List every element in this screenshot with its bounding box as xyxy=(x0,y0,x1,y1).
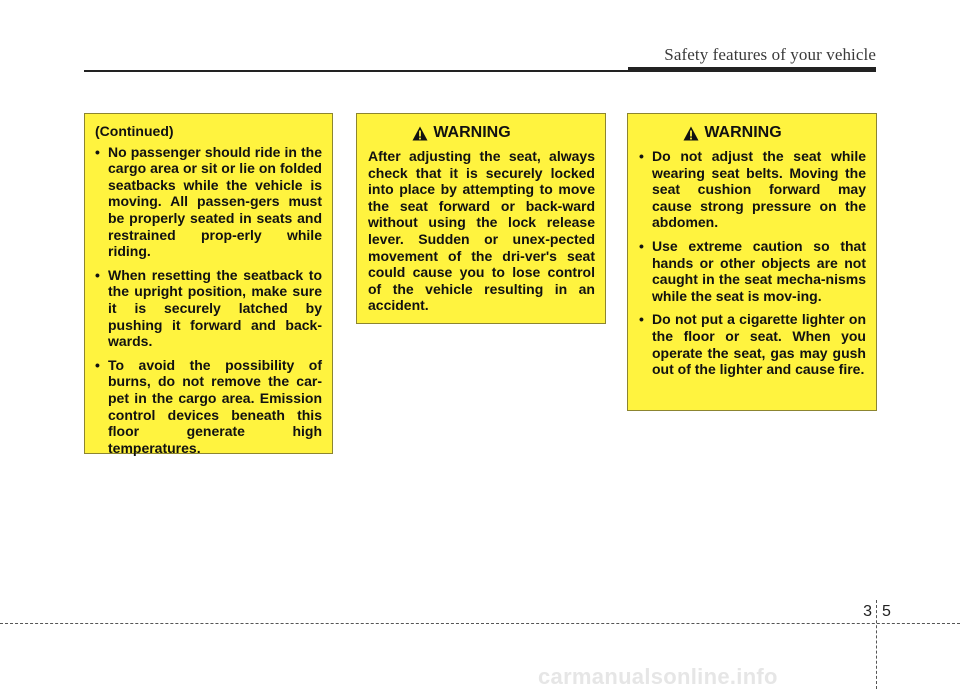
list-item: • Do not adjust the seat while wearing seat belts. Moving the seat cushion forward may cause strong pressure on the abdomen. xyxy=(639,148,866,231)
warning-triangle-icon xyxy=(412,126,428,141)
list-item: • Use extreme caution so that hands or other objects are not caught in the seat mecha-nisms while the seat is mov-ing. xyxy=(639,238,866,304)
warning-list xyxy=(639,148,866,378)
footer-rule xyxy=(0,623,960,624)
chapter-number: 3 xyxy=(863,603,872,620)
warning-box-seat-adjust xyxy=(627,113,877,411)
page-number: 5 xyxy=(882,603,891,620)
list-item: • To avoid the possibility of burns, do not remove the car-pet in the cargo area. Emission control devices beneath this floor generate high temperatures. xyxy=(95,357,322,457)
warning-heading-text: WARNING xyxy=(704,124,782,141)
warning-box-seat-lock xyxy=(356,113,606,324)
section-title: Safety features of your vehicle xyxy=(664,45,876,64)
list-item: • No passenger should ride in the cargo area or sit or lie on folded seatbacks while the vehicle is moving. All passen-gers must be properly seated in seats and restrained prop-erly while riding. xyxy=(95,144,322,260)
warning-triangle-icon xyxy=(683,126,699,141)
footer-divider xyxy=(876,600,877,689)
watermark: carmanualsonline.info xyxy=(538,664,778,689)
warning-heading xyxy=(368,123,595,143)
list-item: • When resetting the seatback to the upright position, make sure it is securely latched by pushing it forward and back-wards. xyxy=(95,267,322,350)
warning-heading-text: WARNING xyxy=(433,124,511,141)
list-item: • Do not put a cigarette lighter on the floor or seat. When you operate the seat, gas may gush out of the lighter and cause fire. xyxy=(639,311,866,377)
warning-text: After adjusting the seat, always check that it is securely locked into place by attempting to move the seat forward or back-ward without using the lock release lever. Sudden or unex-pected movement of the dri-ver's seat could cause you to lose control of the vehicle resulting in an accident. xyxy=(368,148,595,314)
header-rule-accent xyxy=(628,67,876,72)
warning-heading xyxy=(639,123,866,143)
caution-list xyxy=(95,144,322,457)
continued-label: (Continued) xyxy=(95,123,174,139)
continued-caution-box xyxy=(84,113,333,454)
